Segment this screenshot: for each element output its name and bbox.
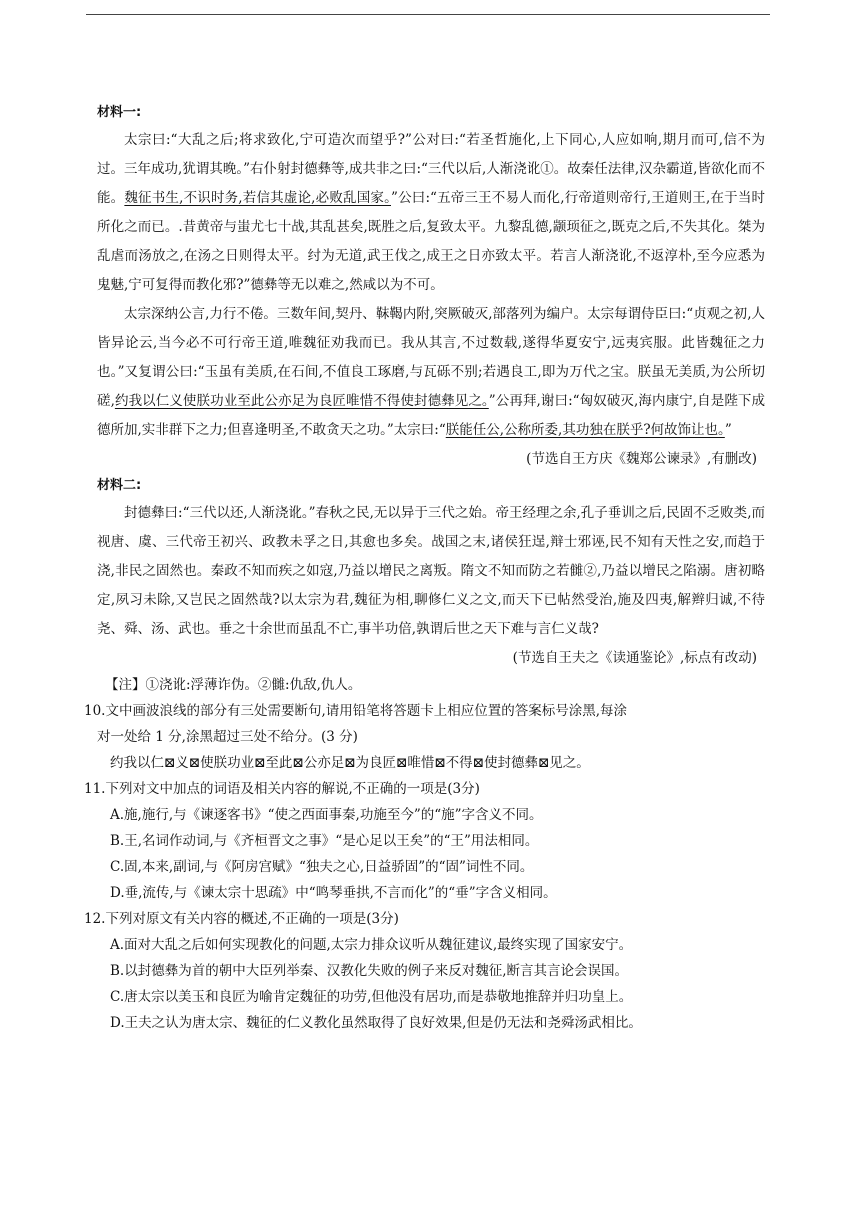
- q11-option-d[interactable]: D.垂,流传,与《谏太宗十思疏》中“鸣琴垂拱,不言而化”的“垂”字含义相同。: [110, 885, 557, 901]
- text-segment: ”公曰:“五帝三王不易人而化,行帝道则帝行,王道则王,在于当时所化之而已。.昔黄帝与蚩尤七十战,其乱甚矣,既胜之后,复致太平。九黎乱德,颛顼征之,既克之后,不失其化。桀为乱虐而汤放之,在汤之日则得太平。纣为无道,武王伐之,成王之日亦致太平。若言人渐浇讹,不返淳朴,至今应悉为鬼魅,宁可复得而教化邪?”德彝等无以难之,然咸以为不可。: [97, 190, 765, 293]
- material1-heading: 材料一:: [97, 105, 142, 120]
- question-12: [84, 906, 765, 1036]
- q11-option-b[interactable]: B.王,名词作动词,与《齐桓晋文之事》“是心足以王矣”的“王”用法相同。: [110, 833, 539, 849]
- text-segment: 太宗深纳公言,力行不倦。三数年间,契丹、靺鞨内附,突厥破灭,部落列为编户。太宗每谓侍臣曰:“贞观之初,人皆异论云,当今必不可行帝王道,唯魏征劝我而已。我从其言,不过数载,遂得华夏安宁,远夷宾服。此皆魏征之力也。”又复谓公曰:“玉虽有美质,在石间,不值良工琢磨,与瓦砾不别;若遇良工,即为万代之宝。朕虽无美质,为公所切磋,: [97, 306, 765, 409]
- q10-stem: 10.文中画波浪线的部分有三处需要断句,请用铅笔将答题卡上相应位置的答案标号涂黑,每涂: [84, 703, 628, 719]
- text-segment: 太宗曰:“大乱之后;将求致化,宁可造次而望乎?”公对曰:“若圣哲施化,上下同心,人应如响,期月而可,信不为过。三年成功,犹谓其晚。”右仆射封德彝等,成共非之曰:“三代以后,人渐浇讹①。故秦任法律,汉杂霸道,皆欲化而不能。: [97, 132, 765, 206]
- material1-paragraph-1: [97, 126, 765, 300]
- q12-option-c[interactable]: C.唐太宗以美玉和良匠为喻肯定魏征的功劳,但他没有居功,而是恭敬地推辞并归功皇上。: [110, 989, 633, 1005]
- q11-option-c[interactable]: C.固,本来,副词,与《阿房宫赋》“独夫之心,日益骄固”的“固”词性不同。: [110, 859, 534, 875]
- underlined-sentence: 魏征书生,不识时务,若信其虚论,必败乱国家。: [124, 190, 391, 206]
- q12-option-b[interactable]: B.以封德彝为首的朝中大臣列举秦、汉教化失败的例子来反对魏征,断言其言论会误国。: [110, 963, 629, 979]
- q11-stem: 11.下列对文中加点的词语及相关内容的解说,不正确的一项是(3分): [84, 781, 480, 797]
- material2-paragraph: 封德彝曰:“三代以还,人渐浇讹。”春秋之民,无以异于三代之始。帝王经理之余,孔子垂训之后,民固不乏败类,而视唐、虞、三代帝王初兴、政教未孚之日,其愈也多矣。战国之末,诸侯狂逞,辩士邪诬,民不知有天性之安,而趋于浇,非民之固然也。秦政不知而疾之如寇,乃益以增民之离叛。隋文不知而防之若雠②,乃益以增民之陷溺。唐初略定,夙习未除,又岂民之固然哉?以太宗为君,魏征为相,聊修仁义之文,而天下已帖然受治,施及四夷,解辫归诚,不待尧、舜、汤、武也。垂之十余世而虽乱不亡,事半功倍,孰谓后世之天下难与言仁义哉?: [97, 505, 765, 637]
- annotation-note: 【注】①浇讹:浮薄诈伪。②雠:仇敌,仇人。: [105, 677, 362, 693]
- q12-option-d[interactable]: D.王夫之认为唐太宗、魏征的仁义教化虽然取得了良好效果,但是仍无法和尧舜汤武相比。: [110, 1015, 642, 1031]
- header-rule: [86, 14, 770, 15]
- question-11: [84, 776, 765, 906]
- underlined-sentence: 朕能任公,公称所委,其功独在朕乎?何故饰让也。: [445, 422, 725, 438]
- text-segment: ”公再拜,谢曰:“匈奴破灭,海内康宁,自是陛下成德所加,实非群下之力;但喜逢明圣,不敢贪天之功。”太宗曰:“: [97, 393, 766, 438]
- q12-option-a[interactable]: A.面对大乱之后如何实现教化的问题,太宗力排众议听从魏征建议,最终实现了国家安宁。: [110, 937, 633, 953]
- question-10: [84, 698, 765, 776]
- text-segment: ”: [724, 422, 732, 438]
- material2-source: (节选自王夫之《读通鉴论》,标点有改动): [512, 650, 757, 666]
- wavy-line-sentence: 约我以仁义使朕功业至此公亦足为良匠唯惜不得使封德彝见之。: [114, 393, 489, 409]
- q10-answer-line: 约我以仁⊠义⊠使朕功业⊠至此⊠公亦足⊠为良匠⊠唯惜⊠不得⊠使封德彝⊠见之。: [110, 755, 590, 771]
- q11-option-a[interactable]: A.施,施行,与《谏逐客书》“使之西面事秦,功施至今”的“施”字含义不同。: [110, 807, 543, 823]
- document-body: [84, 100, 766, 1036]
- material2-heading: 材料二:: [97, 478, 142, 493]
- q10-stem-cont: 对一处给 1 分,涂黑超过三处不给分。(3 分): [97, 729, 358, 745]
- material1-paragraph-2: [97, 300, 765, 445]
- q12-stem: 12.下列对原文有关内容的概述,不正确的一项是(3分): [84, 911, 399, 927]
- material1-source: (节选自王方庆《魏郑公谏录》,有删改): [526, 451, 757, 467]
